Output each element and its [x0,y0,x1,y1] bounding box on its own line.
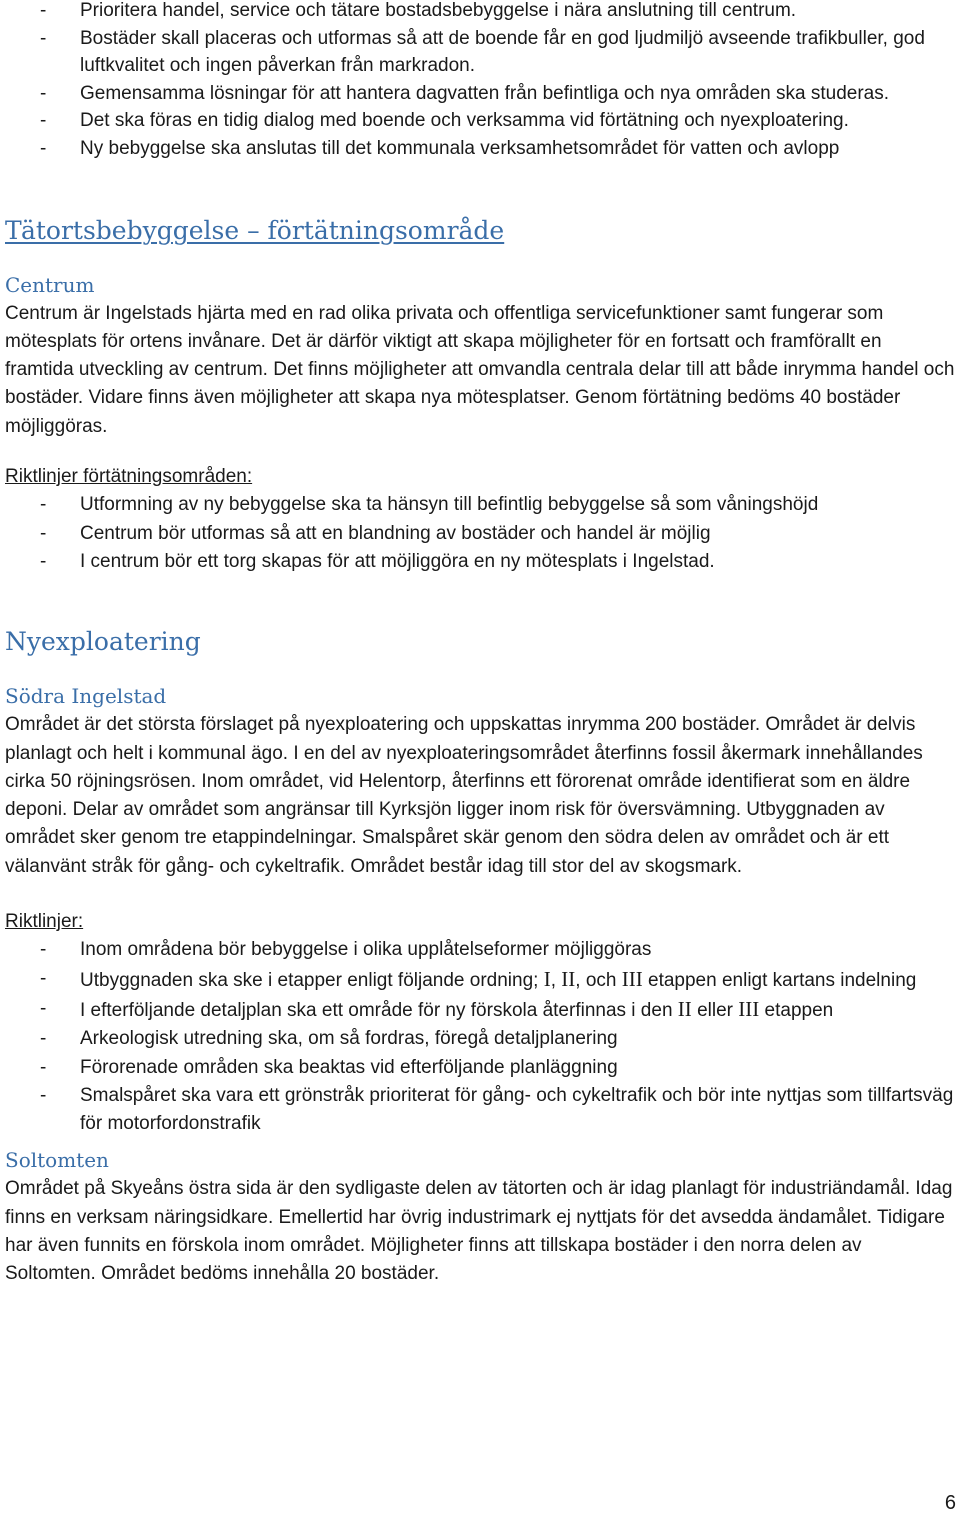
list-item: - Inom områdena bör bebyggelse i olika upplåtelseformer möjliggöras [40,939,652,961]
riktlinjer-list [5,936,955,1138]
list-item: - Utbyggnaden ska ske i etapper enligt följande ordning; I, II, och III etappen enligt kartans indelning [40,966,917,991]
list-item: - I efterföljande detaljplan ska ett område för ny förskola återfinnas i den II eller III etappen [40,996,834,1021]
centrum-paragraph: Centrum är Ingelstads hjärta med en rad olika privata och offentliga servicefunktioner samt fungerar som mötesplats för ortens invånare. Det är därför viktigt att skapa möjligheter för en fortsatt och framförallt en framtida utveckling av centrum. Det finns möjligheter att omvandla centrala delar till att både inrymma handel och bostäder. Vidare finns även möjligheter att skapa nya mötesplatser. Genom förtätning bedöms 40 bostäder möjliggöras. [5,302,955,437]
list-item: - Prioritera handel, service och tätare bostadsbebyggelse i nära anslutning till centrum. [40,0,797,21]
list-item: - Centrum bör utformas så att en blandning av bostäder och handel är möjlig [40,522,711,544]
soltomten-heading: Soltomten [5,1148,109,1173]
list-item: - Bostäder skall placeras och utformas så att de boende får en god ljudmiljö avseende trafikbuller, god luftkvalitet och ingen påverkan från markradon. [40,27,925,77]
sodra-ingelstad-heading: Södra Ingelstad [5,684,167,709]
riktlinjer-forta-heading: Riktlinjer förtätningsområden: [5,466,253,488]
list-item: - Smalspåret ska vara ett grönstråk prioriterat för gång- och cykeltrafik och bör inte nyttjas som tillfartsväg för motorfordonstrafik [40,1084,954,1135]
list-item: - Förorenade områden ska beaktas vid efterföljande planläggning [40,1056,618,1078]
sodra-ingelstad-paragraph: Området är det största förslaget på nyexploatering och uppskattas inrymma 200 bostäder. Området är delvis planlagt och helt i kommunal ägo. I en del av nyexploateringsområdet återfinns fossil åkermark innehållandes cirka 50 röjningsrösen. Inom området, vid Helentorp, återfinns ett förorenat område identifierat som en äldre deponi. Delar av området som angränsar till Kyrksjön ligger inom risk för översvämning. Utbyggnaden av området sker genom tre etappindelningar. Smalspåret skär genom den södra delen av området och är ett välanvänt stråk för gång- och cykeltrafik. Området består idag till stor del av skogsmark. [5,714,923,877]
top-guideline-list [5,0,955,163]
list-item: - Gemensamma lösningar för att hantera dagvatten från befintliga och nya områden ska studeras. [40,82,890,104]
list-item: - Det ska föras en tidig dialog med boende och verksamma vid förtätning och nyexploatering. [40,110,849,132]
list-item: - Utformning av ny bebyggelse ska ta hänsyn till befintlig bebyggelse så som våningshöjd [40,494,819,516]
soltomten-paragraph: Området på Skyeåns östra sida är den sydligaste delen av tätorten och är idag planlagt för industriändamål. Idag finns en verksam näringsidkare. Emellertid har övrig industrimark ej nyttjats för det avsedda ändamålet. Tidigare har även funnits en förskola inom området. Möjligheter finns att tillskapa bostäder i den norra delen av Soltomten. Området bedöms innehålla 20 bostäder. [5,1178,953,1285]
tatort-heading: Tätortsbebyggelse – förtätningsområde [5,215,505,245]
list-item: - I centrum bör ett torg skapas för att möjliggöra en ny mötesplats i Ingelstad. [40,550,715,572]
riktlinjer-heading: Riktlinjer: [5,911,84,933]
centrum-heading: Centrum [5,272,95,297]
page-number: 6 [944,1492,956,1514]
document-page [5,0,955,1289]
riktlinjer-forta-list [5,491,955,576]
list-item: - Arkeologisk utredning ska, om så fordras, föregå detaljplanering [40,1028,618,1050]
list-item: - Ny bebyggelse ska anslutas till det kommunala verksamhetsområdet för vatten och avlopp [40,137,840,159]
nyexploatering-heading: Nyexploatering [5,627,201,657]
